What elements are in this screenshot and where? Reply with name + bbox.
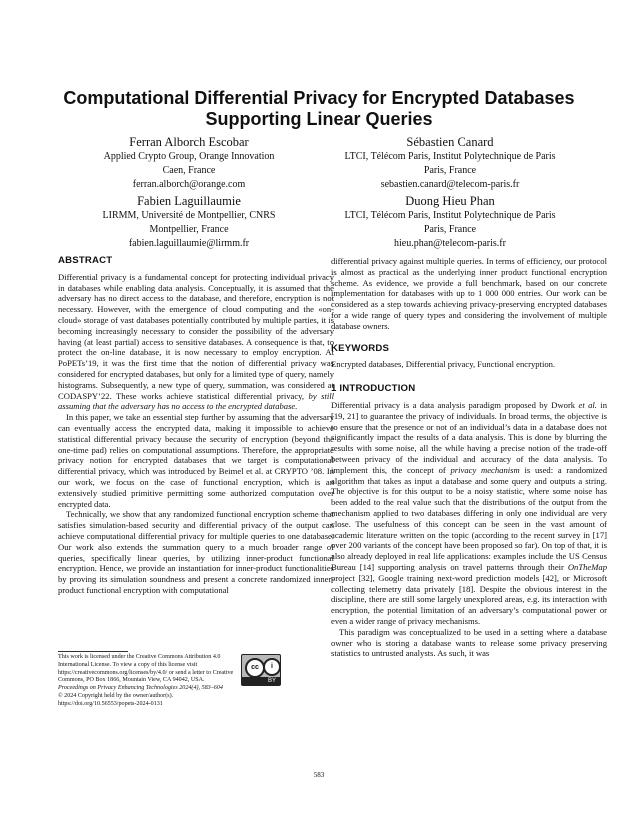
abstract-text: Differential privacy is a fundamental concept for protecting individual privacy in databases while enabling data analysis. Conceptually, it is assumed that the adversary has no direct access to the database, and therefore, encryption is not necessary. However, with the emergence of cloud computing and the «on-cloud» storage of vast databases potentially contributed by multiple parties, it is becoming increasingly necessary to consider the possibility of the adversary having (at least partial) access to sensitive databases. A consequence is that, to protect the on-line database, it is now necessary to employ encryption. At PoPETs’19, it was the first time that the notion of differential privacy was considered for encrypted databases, but only for a limited type of query, namely histograms. Subsequently, a new type of query, summation, was considered at CODASPY’22. These works achieve statistical differential privacy, — [58, 271, 334, 401]
abstract-paragraph-2: In this paper, we take an essential step further by assuming that the adversary can eventually access the encrypted data, making it impossible to achieve statistical differential privacy because the security of encryption (beyond the one-time pad) relies on computational assumptions. Therefore, the appropriate privacy notion for encrypted databases that we target is computational differential privacy, which was introduced by Beimel et al. at CRYPTO ’08. In our work, we focus on the case of functional encryption, which is an extensively studied primitive permitting some authorized computation over encrypted data. — [58, 412, 334, 509]
author-location: Paris, France — [423, 224, 477, 235]
title-line-2: Supporting Linear Queries — [205, 109, 433, 129]
intro-text: in [19, 21] to guarantee the privacy of individuals. In broad terms, the objective is to ensure that the presence or not of an individual’s data in a database does not significantly impact the results of a data analysis. This is done by blurring the results with some noise, all the while having a precise notion of the trade-off between privacy of the individual and accuracy of the data analysis. To implement this, the concept of — [331, 399, 607, 475]
cc-icon: cc — [245, 658, 265, 678]
author-location: Montpellier, France — [149, 224, 229, 235]
author-name: Fabien Laguillaumie — [137, 194, 241, 208]
intro-text: Differential privacy is a data analysis paradigm proposed by Dwork — [331, 399, 579, 410]
author-email: ferran.alborch@orange.com — [132, 179, 246, 190]
introduction-paragraph-1 — [331, 400, 607, 627]
author-affiliation: LTCI, Télécom Paris, Institut Polytechnique de Paris — [344, 151, 556, 162]
author-email: sebastien.canard@telecom-paris.fr — [380, 179, 520, 190]
keywords-text: Encrypted databases, Differential privacy, Functional encryption. — [331, 359, 556, 370]
proceedings-text: Proceedings on Privacy Enhancing Technologies 2024(4), 583–604 — [58, 685, 223, 692]
introduction-heading: 1 INTRODUCTION — [331, 383, 416, 395]
right-column — [331, 256, 607, 659]
author-location: Paris, France — [423, 165, 477, 176]
intro-italic-term: privacy mechanism — [450, 464, 520, 475]
author-block-1 — [44, 134, 334, 192]
license-footnote — [58, 654, 238, 709]
doi-text: https://doi.org/10.56553/popets-2024-0131 — [58, 700, 163, 707]
intro-text: is used: a randomized algorithm that takes as input a database and some query and outputs a string. The objective is for this output to be a noisy statistic, where some noise has been added to the real value such that the distributions of the output from the mechanism applied to two databases differing in only one individual are very close. The usefulness of this concept can be seen in the vast amount of academic literature written on the topic (according to the recent survey in [17] over 200 variants of the concept have been proposed so far). On top of that, it is also already deployed in real life applications: examples include the US Census Bureau [14] supporting analysis on travel patterns through their — [331, 464, 607, 572]
abstract-paragraph-3: Technically, we show that any randomized functional encryption scheme that satisfies simulation-based security and differential privacy of the output can achieve computational differential privacy for multiple queries to one database. Our work also extends the summation query to a much broader range of queries, specifically linear queries, by utilizing inner-product functional encryption. Hence, we provide an instantiation for inner-product functionalities by proving its simulation soundness and present a concrete randomized inner-product functional encryption with computational — [58, 509, 334, 595]
author-block-4 — [305, 193, 595, 251]
author-name: Duong Hieu Phan — [405, 194, 495, 208]
copyright-text: © 2024 Copyright held by the owner/author(s). — [58, 692, 174, 699]
author-name: Ferran Alborch Escobar — [129, 135, 249, 149]
abstract-paragraph-1 — [58, 272, 334, 412]
keywords-heading: KEYWORDS — [331, 342, 390, 354]
footnote-rule — [58, 651, 128, 652]
license-text: This work is licensed under the Creative Commons Attribution 4.0 International License. To view a copy of this license visit https://creativecommons.org/licenses/by/4.0/ or send a letter to Creative Commons, PO Box 1866, Mountain View, CA 94042, USA. — [58, 654, 234, 684]
author-location: Caen, France — [162, 165, 216, 176]
abstract-italic-text: by still assuming that the adversary has no access to the encrypted database. — [58, 390, 334, 412]
by-label: BY — [242, 677, 280, 685]
title-line-1: Computational Differential Privacy for Encrypted Databases — [63, 88, 575, 108]
abstract-paragraph-4: differential privacy against multiple queries. In terms of efficiency, our protocol is almost as practical as the underlying inner product functional encryption scheme. As evidence, we provide a full benchmark, based on our concrete implementation for databases with up to 1 000 000 entries. Our work can be considered as a step towards achieving privacy-preserving encrypted databases for a wide range of query types and considering the involvement of multiple database owners. — [331, 256, 607, 331]
author-email: hieu.phan@telecom-paris.fr — [394, 238, 506, 249]
author-affiliation: LTCI, Télécom Paris, Institut Polytechnique de Paris — [344, 210, 556, 221]
page-number: 583 — [313, 771, 325, 779]
author-block-2 — [305, 134, 595, 192]
author-block-3 — [44, 193, 334, 251]
author-email: fabien.laguillaumie@lirmm.fr — [128, 238, 250, 249]
author-affiliation: LIRMM, Université de Montpellier, CNRS — [102, 210, 276, 221]
cc-by-license-badge — [241, 654, 281, 686]
author-affiliation: Applied Crypto Group, Orange Innovation — [103, 151, 275, 162]
attribution-person-icon: i — [263, 658, 281, 676]
abstract-heading: ABSTRACT — [58, 255, 113, 266]
intro-italic-etal: et al. — [578, 399, 597, 410]
intro-text: project [32], Google training next-word prediction models [42], or Microsoft collecting telemetry data privately [18]. Despite the obvious interest in the discipline, there are still some largely unexplored areas, e.g. its interaction with encryption, the potential limitation of an adversary’s computational power or even a wider range of privacy mechanisms. — [331, 572, 607, 626]
intro-italic-project: OnTheMap — [567, 561, 607, 572]
introduction-paragraph-2: This paradigm was conceptualized to be used in a setting where a database owner who is storing a database wants to release some privacy preserving statistics to untrusted analysts. As such, it was — [331, 626, 607, 659]
left-column — [58, 256, 334, 596]
author-name: Sébastien Canard — [406, 135, 494, 149]
paper-title — [40, 88, 598, 130]
